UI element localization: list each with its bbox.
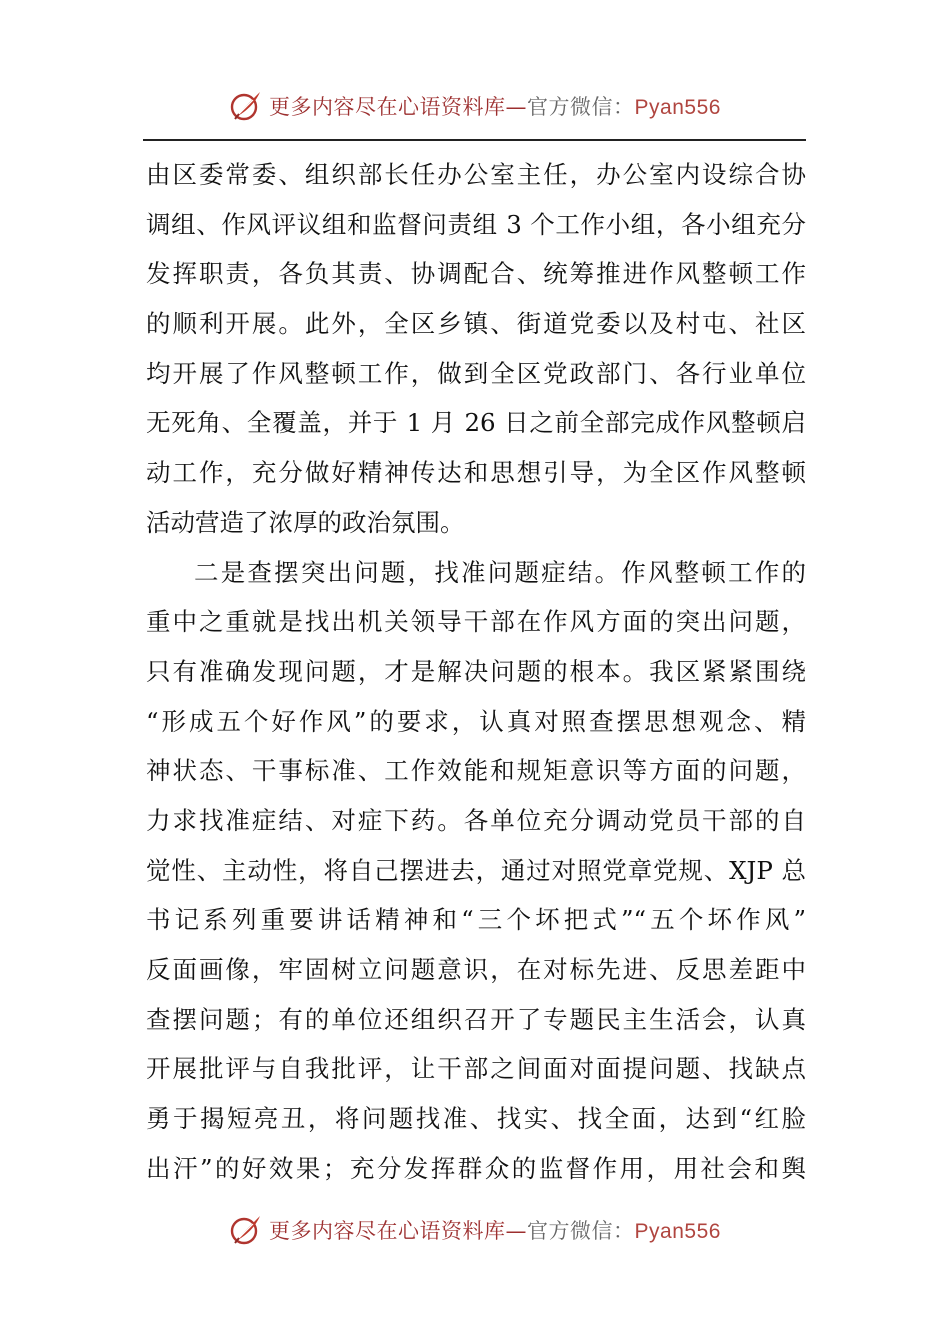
wechat-label: 官方微信： [527,1219,635,1243]
text-line: 只有准确发现问题，才是解决问题的根本。我区紧紧围绕 [146,656,806,686]
header-divider [143,139,806,141]
text-line: 力求找准症结、对症下药。各单位充分调动党员干部的自 [146,805,806,835]
document-body [146,150,806,1193]
text-line: 重中之重就是找出机关领导干部在作风方面的突出问题， [146,607,806,637]
quill-pen-logo-icon [229,89,263,123]
banner-dash: — [505,95,528,119]
text-line: 无死角、全覆盖，并于 1 月 26 日之前全部完成作风整顿启 [146,408,806,438]
footer-banner [0,1210,950,1250]
wechat-id: Pyan556 [634,96,721,119]
text-line: 出汗”的好效果；充分发挥群众的监督作用，用社会和舆 [146,1153,806,1183]
text-line: 均开展了作风整顿工作，做到全区党政部门、各行业单位 [146,358,806,388]
text-line: 的顺利开展。此外，全区乡镇、街道党委以及村屯、社区 [146,309,806,339]
text-line: 查摆问题；有的单位还组织召开了专题民主生活会，认真 [146,1004,806,1034]
site-name: 更多内容尽在心语资料库 [269,95,506,119]
wechat-id: Pyan556 [634,1220,721,1243]
text-line: 神状态、干事标准、工作效能和规矩意识等方面的问题， [146,756,806,786]
text-line: 开展批评与自我批评，让干部之间面对面提问题、找缺点 [146,1054,806,1084]
banner-dash: — [505,1219,528,1243]
header-banner-text [269,91,721,121]
wechat-label: 官方微信： [527,95,635,119]
text-line: 觉性、主动性，将自己摆进去，通过对照党章党规、XJP 总 [146,855,806,885]
site-name: 更多内容尽在心语资料库 [269,1219,506,1243]
text-line: 由区委常委、组织部长任办公室主任，办公室内设综合协 [146,160,806,189]
footer-banner-text [269,1215,721,1245]
text-line: 勇于揭短亮丑，将问题找准、找实、找全面，达到“红脸 [146,1104,806,1134]
text-line: 反面画像，牢固树立问题意识，在对标先进、反思差距中 [146,955,806,984]
text-line: 动工作，充分做好精神传达和思想引导，为全区作风整顿 [146,458,806,488]
text-line: 调组、作风评议组和监督问责组 3 个工作小组，各小组充分 [146,209,806,239]
text-line: 书记系列重要讲话精神和“三个坏把式”“五个坏作风” [146,905,806,935]
paragraph-start-line: 二是查摆突出问题，找准问题症结。作风整顿工作的 [194,557,806,587]
text-line: “形成五个好作风”的要求，认真对照查摆思想观念、精 [146,706,806,736]
text-line: 发挥职责，各负其责、协调配合、统筹推进作风整顿工作 [146,259,806,289]
text-line: 活动营造了浓厚的政治氛围。 [146,507,465,537]
header-banner [0,86,950,126]
quill-pen-logo-icon [229,1213,263,1247]
